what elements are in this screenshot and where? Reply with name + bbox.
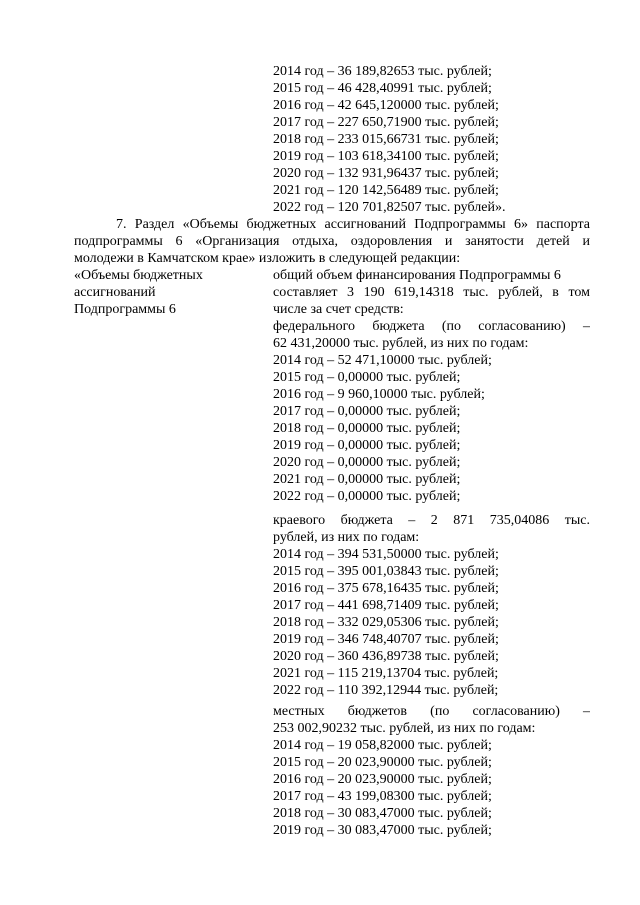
list-item: 2017 год – 0,00000 тыс. рублей; <box>273 404 461 419</box>
list-item: 2017 год – 441 698,71409 тыс. рублей; <box>273 598 499 613</box>
list-item: 2018 год – 30 083,47000 тыс. рублей; <box>273 806 492 821</box>
list-item: 2014 год – 52 471,10000 тыс. рублей; <box>273 353 492 368</box>
list-item: 2015 год – 395 001,03843 тыс. рублей; <box>273 564 499 579</box>
paragraph-line: подпрограммы 6 «Организация отдыха, оздоровления и занятости детей и <box>74 234 590 249</box>
list-item: 2021 год – 120 142,56489 тыс. рублей; <box>273 183 499 198</box>
regional-line: рублей, из них по годам: <box>273 530 420 545</box>
paragraph-line: молодежи в Камчатском крае» изложить в следующей редакции: <box>74 251 461 266</box>
total-line: составляет 3 190 619,14318 тыс. рублей, в том <box>273 285 590 300</box>
list-item: 2014 год – 394 531,50000 тыс. рублей; <box>273 547 499 562</box>
list-item: 2015 год – 20 023,90000 тыс. рублей; <box>273 755 492 770</box>
list-item: 2021 год – 0,00000 тыс. рублей; <box>273 472 461 487</box>
paragraph-line: 7. Раздел «Объемы бюджетных ассигнований Подпрограммы 6» паспорта <box>116 217 590 232</box>
list-item: 2022 год – 120 701,82507 тыс. рублей». <box>273 200 506 215</box>
total-line: числе за счет средств: <box>273 302 404 317</box>
list-item: 2016 год – 42 645,120000 тыс. рублей; <box>273 98 499 113</box>
list-item: 2016 год – 375 678,16435 тыс. рублей; <box>273 581 499 596</box>
local-line: местных бюджетов (по согласованию) – <box>273 704 590 719</box>
list-item: 2015 год – 0,00000 тыс. рублей; <box>273 370 461 385</box>
list-item: 2019 год – 103 618,34100 тыс. рублей; <box>273 149 499 164</box>
local-line: 253 002,90232 тыс. рублей, из них по годам: <box>273 721 536 736</box>
list-item: 2017 год – 43 199,08300 тыс. рублей; <box>273 789 492 804</box>
list-item: 2014 год – 36 189,82653 тыс. рублей; <box>273 64 492 79</box>
federal-line: федерального бюджета (по согласованию) – <box>273 319 590 334</box>
total-line: общий объем финансирования Подпрограммы 6 <box>273 268 561 283</box>
list-item: 2019 год – 30 083,47000 тыс. рублей; <box>273 823 492 838</box>
list-item: 2022 год – 0,00000 тыс. рублей; <box>273 489 461 504</box>
list-item: 2018 год – 332 029,05306 тыс. рублей; <box>273 615 499 630</box>
list-item: 2020 год – 132 931,96437 тыс. рублей; <box>273 166 499 181</box>
list-item: 2018 год – 0,00000 тыс. рублей; <box>273 421 461 436</box>
list-item: 2015 год – 46 428,40991 тыс. рублей; <box>273 81 492 96</box>
list-item: 2021 год – 115 219,13704 тыс. рублей; <box>273 666 499 681</box>
list-item: 2022 год – 110 392,12944 тыс. рублей; <box>273 683 499 698</box>
list-item: 2020 год – 360 436,89738 тыс. рублей; <box>273 649 499 664</box>
list-item: 2014 год – 19 058,82000 тыс. рублей; <box>273 738 492 753</box>
list-item: 2020 год – 0,00000 тыс. рублей; <box>273 455 461 470</box>
regional-line: краевого бюджета – 2 871 735,04086 тыс. <box>273 513 590 528</box>
list-item: 2017 год – 227 650,71900 тыс. рублей; <box>273 115 499 130</box>
list-item: 2019 год – 346 748,40707 тыс. рублей; <box>273 632 499 647</box>
left-cell-line: ассигнований <box>74 285 156 300</box>
list-item: 2018 год – 233 015,66731 тыс. рублей; <box>273 132 499 147</box>
list-item: 2016 год – 20 023,90000 тыс. рублей; <box>273 772 492 787</box>
left-cell-line: «Объемы бюджетных <box>74 268 203 283</box>
left-cell-line: Подпрограммы 6 <box>74 302 176 317</box>
federal-line: 62 431,20000 тыс. рублей, из них по годам: <box>273 336 529 351</box>
list-item: 2016 год – 9 960,10000 тыс. рублей; <box>273 387 485 402</box>
list-item: 2019 год – 0,00000 тыс. рублей; <box>273 438 461 453</box>
